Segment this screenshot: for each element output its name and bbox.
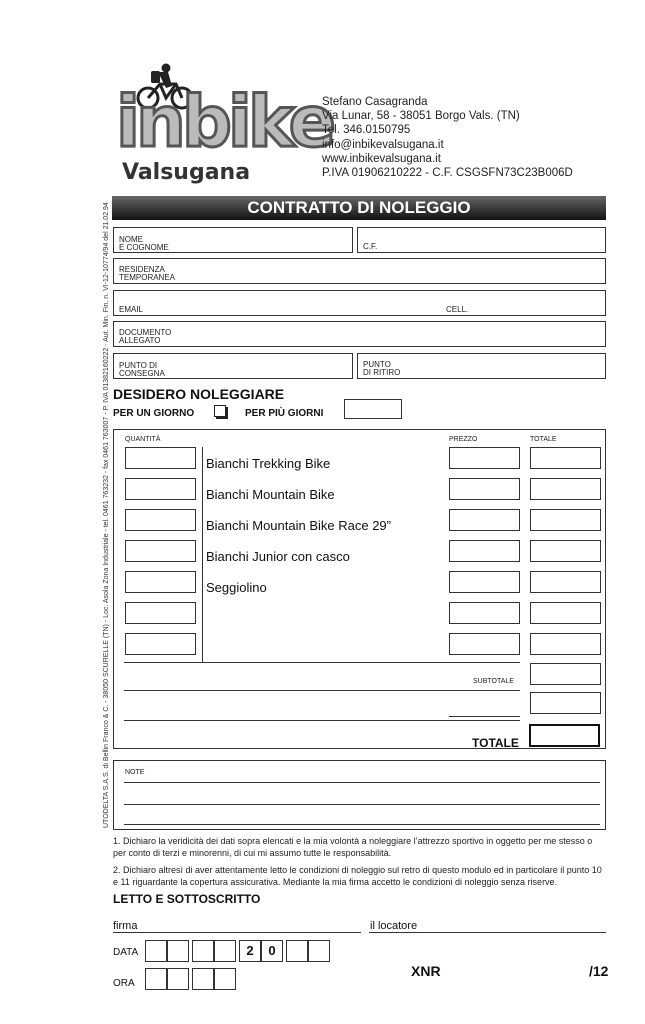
data-digit-cell[interactable] xyxy=(286,940,308,962)
un-giorno-label: PER UN GIORNO xyxy=(113,408,195,419)
prezzo-cell[interactable] xyxy=(449,571,520,593)
ritiro-label: PUNTO DI RITIRO xyxy=(363,360,401,377)
row-line xyxy=(124,690,520,691)
declaration-2: 2. Dichiaro altresì di aver attentamente letto le condizioni di noleggio sul retro di questo modulo ed in particolare il punto 10 e 11 riguardante la copertura assicurativa. Mediante la mia firma accetto le condizioni di noleggio senza riserve. xyxy=(113,865,602,887)
note-line xyxy=(124,804,600,805)
cf-field[interactable] xyxy=(357,227,606,253)
brand-sub: Valsugana xyxy=(122,160,251,185)
note-box[interactable] xyxy=(113,760,606,830)
data-digit-cell[interactable]: 0 xyxy=(261,940,283,962)
data-digit-cell[interactable] xyxy=(308,940,330,962)
totale-row-cell[interactable] xyxy=(530,571,601,593)
item-label: Bianchi Junior con casco xyxy=(206,549,350,564)
totale-row-cell[interactable] xyxy=(530,478,601,500)
col-prezzo: PREZZO xyxy=(449,436,478,443)
declaration-1: 1. Dichiaro la veridicità dei dati sopra elencati e la mia volontà a noleggiare l’attrezzo sportivo in oggetto per me stesso o per conto di terzi e minorenni, di cui mi assumo tutte le responsabilità. xyxy=(113,836,593,858)
residenza-field[interactable] xyxy=(113,258,606,284)
company-name: Stefano Casagranda xyxy=(322,96,428,108)
logo xyxy=(114,62,333,190)
table-divider xyxy=(202,447,203,662)
item-label: Seggiolino xyxy=(206,580,267,595)
ora-label: ORA xyxy=(113,978,135,989)
company-tel: Tel. 346.0150795 xyxy=(322,124,411,137)
totale-row-cell[interactable] xyxy=(530,633,601,655)
cell-label: CELL. xyxy=(446,305,469,314)
firma-line[interactable] xyxy=(113,932,361,933)
ora-digit-cell[interactable] xyxy=(145,968,167,990)
ora-digit-cell[interactable] xyxy=(214,968,236,990)
email-label: EMAIL xyxy=(119,305,144,314)
col-quantita: QUANTITÀ xyxy=(125,436,161,443)
quantita-cell[interactable] xyxy=(125,478,196,500)
quantita-cell[interactable] xyxy=(125,571,196,593)
company-address: Via Lunar, 58 - 38051 Borgo Vals. (TN) xyxy=(322,110,520,123)
data-label: DATA xyxy=(113,947,139,958)
prezzo-cell[interactable] xyxy=(449,602,520,624)
quantita-cell[interactable] xyxy=(125,447,196,469)
year-label: /12 xyxy=(589,963,609,979)
data-digit-cell[interactable] xyxy=(214,940,236,962)
piu-giorni-field[interactable] xyxy=(344,399,402,419)
title-bar xyxy=(112,196,606,220)
data-digit-cell[interactable] xyxy=(192,940,214,962)
item-label: Bianchi Mountain Bike xyxy=(206,487,335,502)
documento-label: DOCUMENTO ALLEGATO xyxy=(119,328,172,345)
totale-label: TOTALE xyxy=(472,736,519,750)
extra-cell[interactable] xyxy=(530,692,601,714)
company-web: www.inbikevalsugana.it xyxy=(322,152,441,165)
desidero-heading: DESIDERO NOLEGGIARE xyxy=(113,386,285,402)
company-piva: P.IVA 01906210222 - C.F. CSGSFN73C23B006D xyxy=(322,167,573,180)
quantita-cell[interactable] xyxy=(125,540,196,562)
ora-digit-cell[interactable] xyxy=(192,968,214,990)
company-email: info@inbikevalsugana.it xyxy=(322,138,444,151)
note-line xyxy=(124,782,600,783)
nome-field[interactable] xyxy=(113,227,353,253)
item-label: Bianchi Mountain Bike Race 29” xyxy=(206,518,391,533)
firma-label: firma xyxy=(113,920,138,932)
xnr-label: XNR xyxy=(411,963,441,979)
company-info xyxy=(322,95,573,180)
data-digit-cell[interactable] xyxy=(167,940,189,962)
prezzo-cell[interactable] xyxy=(449,509,520,531)
totale-row-cell[interactable] xyxy=(530,602,601,624)
locatore-line[interactable] xyxy=(369,932,606,933)
consegna-label: PUNTO DI CONSEGNA xyxy=(119,361,165,378)
residenza-label: RESIDENZA TEMPORANEA xyxy=(119,265,176,282)
totale-row-cell[interactable] xyxy=(530,509,601,531)
totale-row-cell[interactable] xyxy=(530,540,601,562)
note-label: NOTE xyxy=(125,769,145,776)
un-giorno-checkbox[interactable] xyxy=(214,405,226,417)
quantita-cell[interactable] xyxy=(125,602,196,624)
data-digit-cell[interactable]: 2 xyxy=(239,940,261,962)
consegna-field[interactable] xyxy=(113,353,353,379)
piu-giorni-label: PER PIÙ GIORNI xyxy=(245,408,324,419)
printer-info: UTODELTA S.A.S. di Bellin Franco & C. - 38050 SCURELLE (TN) - Loc. Asola Zona Industriale - tel. 0461 763232 - fax 0461 763007 - P. IVA 01382160222 - Aut. Min. Fin. n. VI-12-10774/94 del 21.02.94 xyxy=(103,202,110,828)
extra-line xyxy=(449,716,520,717)
subtotale-label: SUBTOTALE xyxy=(473,678,514,685)
ora-digit-cell[interactable] xyxy=(167,968,189,990)
ritiro-field[interactable] xyxy=(357,353,606,379)
prezzo-cell[interactable] xyxy=(449,478,520,500)
quantita-cell[interactable] xyxy=(125,509,196,531)
page-title: CONTRATTO DI NOLEGGIO xyxy=(247,198,471,217)
data-digit-cell[interactable] xyxy=(145,940,167,962)
letto-heading: LETTO E SOTTOSCRITTO xyxy=(113,892,261,906)
row-line xyxy=(124,720,520,721)
item-label: Bianchi Trekking Bike xyxy=(206,456,331,471)
prezzo-cell[interactable] xyxy=(449,447,520,469)
subtotale-cell[interactable] xyxy=(530,663,601,685)
nome-label: NOME E COGNOME xyxy=(119,235,169,252)
brand-wordmark: inbike xyxy=(116,81,333,163)
documento-field[interactable] xyxy=(113,321,606,347)
col-totale: TOTALE xyxy=(530,436,557,443)
totale-row-cell[interactable] xyxy=(530,447,601,469)
prezzo-cell[interactable] xyxy=(449,633,520,655)
quantita-cell[interactable] xyxy=(125,633,196,655)
email-field[interactable] xyxy=(113,290,606,316)
row-line xyxy=(124,662,520,663)
prezzo-cell[interactable] xyxy=(449,540,520,562)
locatore-label: il locatore xyxy=(370,920,418,932)
note-line xyxy=(124,824,600,825)
totale-cell[interactable] xyxy=(529,724,600,747)
cf-label: C.F. xyxy=(363,242,378,251)
